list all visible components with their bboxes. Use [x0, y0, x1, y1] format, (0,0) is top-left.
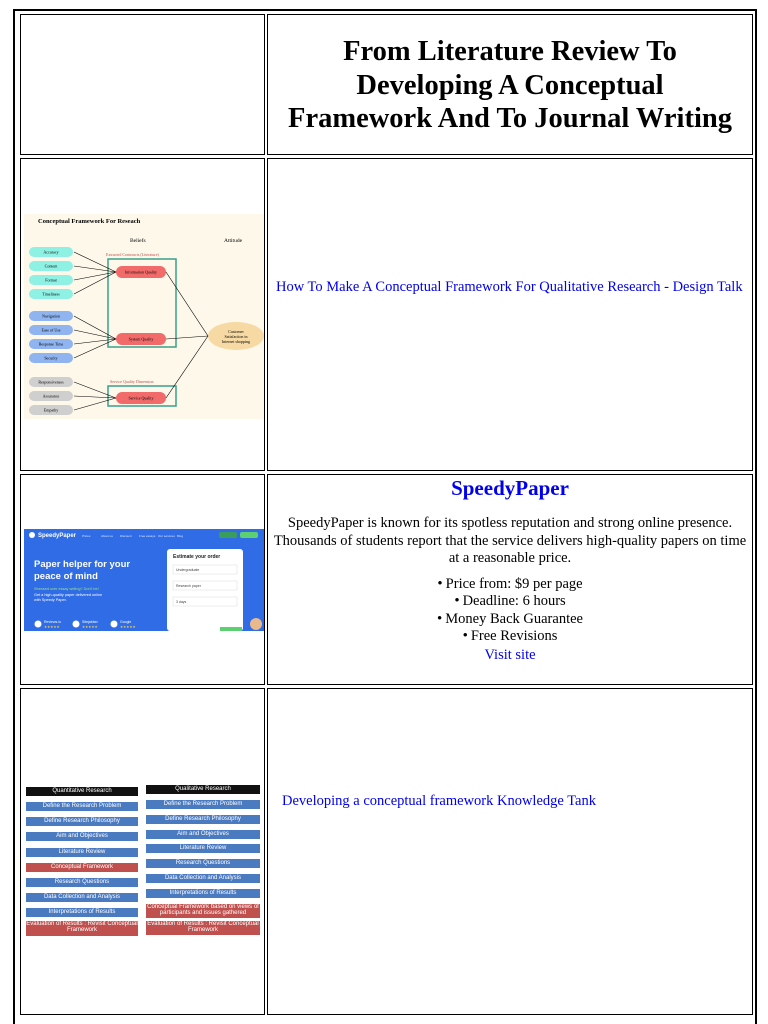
qualitative-step: Research Questions [146, 859, 260, 868]
sp-form-title: Estimate your order [173, 554, 221, 560]
conceptual-framework-image[interactable] [24, 214, 264, 419]
sp-rating-icon [111, 621, 118, 628]
sp-support-avatar [250, 618, 262, 630]
cf-left-label: Response Time [38, 341, 64, 347]
sp-rating-icon [73, 621, 80, 628]
header-empty-cell [20, 14, 265, 155]
qualitative-header: Qualitative Research [146, 785, 260, 794]
quantitative-step: Conceptual Framework [26, 863, 138, 872]
cf-left-label: Responsiveness [38, 379, 64, 385]
cf-left-label: Format [45, 277, 57, 283]
sp-headline-1: Paper helper for your [34, 559, 131, 570]
feature-revisions: • Free Revisions [268, 628, 752, 646]
qualitative-step: Aim and Objectives [146, 830, 260, 839]
qualitative-step: Data Collection and Analysis [146, 874, 260, 883]
sp-rating-label: Reviews.io [44, 620, 61, 624]
sp-headline-2: peace of mind [34, 571, 98, 582]
sp-rating-label: Google [120, 620, 132, 624]
cf-arrow [74, 339, 116, 344]
sp-brand: SpeedyPaper [38, 533, 77, 539]
quantitative-step: Evaluation of Results : Revisit Conceptual Framework [26, 921, 138, 936]
sp-form-field-value: Undergraduate [176, 568, 200, 572]
cf-arrow [166, 336, 208, 398]
sp-nav-item: Our services [158, 534, 175, 538]
knowledge-tank-link-cell [267, 688, 753, 1015]
feature-money-back: • Money Back Guarantee [268, 611, 752, 629]
sp-sub-1: Get a high-quality paper delivered online [34, 593, 103, 597]
sp-nav-item: Prices [82, 534, 91, 538]
sp-rating-icon [35, 621, 42, 628]
qualitative-step: Interpretations of Results [146, 889, 260, 898]
sp-nav-item: Discount [120, 534, 132, 538]
quantitative-step: Literature Review [26, 848, 138, 857]
cf-arrow [74, 382, 116, 398]
sp-nav-item: Blog [177, 534, 184, 538]
page-title [268, 35, 752, 136]
sp-nav-item: Free essays [139, 534, 156, 538]
sp-form-field-value: 3 days [176, 600, 187, 604]
cf-left-label: Ease of Use [41, 327, 61, 333]
conceptual-framework-link-cell [267, 158, 753, 471]
cf-left-label: Accuracy [43, 249, 59, 255]
title-line-3: Framework And To Journal Writing [288, 103, 732, 134]
cf-attitude-label: Attitude [224, 238, 243, 244]
quantitative-step: Aim and Objectives [26, 832, 138, 841]
cf-arrow [74, 330, 116, 339]
cf-arrow [74, 316, 116, 339]
cf-group3-label: Service Quality Dimension [110, 379, 154, 384]
cf-arrow [74, 272, 116, 280]
visit-site-link[interactable]: Visit site [484, 646, 536, 663]
speedypaper-heading-link[interactable]: SpeedyPaper [451, 476, 569, 500]
cf-center-label: Information Quality [124, 269, 158, 275]
sp-form-field-value: Research paper [176, 584, 201, 588]
speedypaper-info-cell [267, 474, 753, 685]
quantitative-step: Research Questions [26, 878, 138, 887]
qualitative-step: Define the Research Problem [146, 800, 260, 809]
quantitative-header: Quantitative Research [26, 787, 138, 796]
sp-rating-label: Sitejabber [82, 620, 98, 624]
cf-title: Conceptual Framework For Reseach [38, 218, 141, 225]
sp-sub-2: with Speedy Paper. [34, 598, 67, 602]
cf-center-label: System Quality [128, 336, 154, 342]
cf-left-label: Assurance [42, 393, 60, 399]
cf-arrow [166, 272, 208, 336]
cf-left-label: Navigation [42, 313, 60, 319]
cf-left-label: Content [44, 263, 58, 269]
sp-tagline: Stressed over essay writing? Don't be! [34, 587, 99, 591]
sp-signup-button [240, 532, 258, 538]
speedypaper-image-cell [20, 474, 265, 685]
cf-arrow [74, 272, 116, 294]
qualitative-step: Define Research Philosophy [146, 815, 260, 824]
qualitative-step: Conceptual Framework based on views of participants and issues gathered [147, 903, 259, 916]
sp-rating-stars: ★★★★★ [82, 625, 98, 629]
cf-left-label: Empathy [43, 407, 59, 413]
sp-login-button [219, 532, 237, 538]
speedypaper-description: SpeedyPaper is known for its spotless reputation and strong online presence. Thousands of students report that the service delivers high-quality papers on time at a reasonable price. [273, 515, 747, 566]
title-line-2: Developing A Conceptual [356, 69, 664, 101]
content-table [13, 9, 757, 1024]
sp-nav-item: About us [101, 534, 113, 538]
qualitative-step: Evaluation of Results : Revisit Conceptual Framework [147, 921, 259, 934]
quantitative-step: Interpretations of Results [26, 908, 138, 917]
feature-price: • Price from: $9 per page [268, 576, 752, 594]
title-line-1: From Literature Review To [343, 36, 677, 67]
cf-left-label: Security [44, 355, 58, 361]
cf-outcome-text: Customer Satisfaction in Internet shopping [221, 329, 251, 344]
knowledge-tank-link[interactable]: Developing a conceptual framework Knowledge Tank [282, 793, 596, 809]
quantitative-step: Define Research Philosophy [26, 817, 138, 826]
quantitative-step: Define the Research Problem [26, 802, 138, 811]
sp-form-button [220, 627, 242, 631]
cf-arrow [74, 339, 116, 358]
sp-rating-stars: ★★★★★ [44, 625, 60, 629]
quantitative-step: Data Collection and Analysis [26, 893, 138, 902]
speedypaper-heading [268, 475, 752, 501]
header-title-cell [267, 14, 753, 155]
speedypaper-logo-icon [29, 532, 35, 538]
conceptual-framework-link[interactable]: How To Make A Conceptual Framework For Qualitative Research - Design Talk [276, 279, 743, 295]
cf-center-label: Service Quality [128, 395, 154, 401]
cf-beliefs-label: Beliefs [130, 238, 146, 244]
feature-deadline: • Deadline: 6 hours [268, 593, 752, 611]
cf-arrow [74, 398, 116, 410]
research-flow-image-cell [20, 688, 265, 1015]
cf-left-label: Timeliness [42, 291, 60, 297]
cf-group1-label: Extracted Constructs (Literature) [106, 252, 159, 257]
cf-arrow [166, 336, 208, 339]
qualitative-step: Literature Review [146, 844, 260, 853]
speedypaper-features [268, 576, 752, 646]
research-flow-image[interactable] [26, 785, 262, 943]
conceptual-framework-image-cell [20, 158, 265, 471]
speedypaper-screenshot[interactable] [24, 529, 264, 631]
cf-arrow [74, 396, 116, 398]
sp-rating-stars: ★★★★★ [120, 625, 136, 629]
